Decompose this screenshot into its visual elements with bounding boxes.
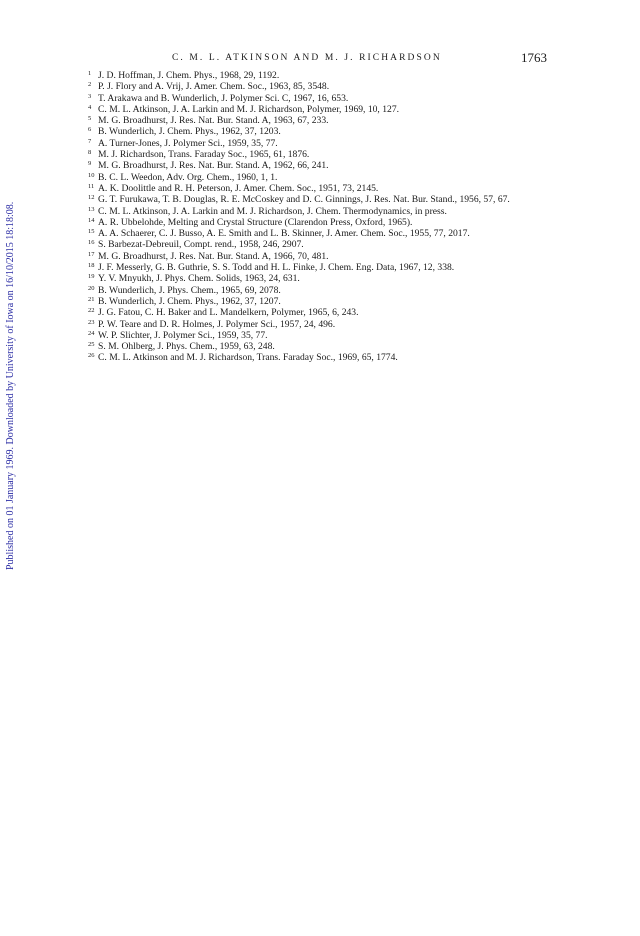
reference-text: S. M. Ohlberg, J. Phys. Chem., 1959, 63, 248. [98,341,275,353]
reference-number: 24 [88,329,95,337]
reference-item [88,93,558,104]
reference-number: 5 [88,115,92,123]
running-head: C. M. L. ATKINSON AND M. J. RICHARDSON [172,53,442,63]
reference-item [88,228,558,239]
reference-item [88,70,558,81]
reference-text: B. Wunderlich, J. Chem. Phys., 1962, 37, 1207. [98,295,281,307]
reference-text: G. T. Furukawa, T. B. Douglas, R. E. McCoskey and D. C. Ginnings, J. Res. Nat. Bur. Stand., 1956, 57, 67. [98,194,510,206]
reference-number: 22 [88,307,95,315]
reference-text: B. C. L. Weedon, Adv. Org. Chem., 1960, 1, 1. [98,171,278,183]
reference-text: J. D. Hoffman, J. Chem. Phys., 1968, 29, 1192. [98,70,280,81]
reference-number: 13 [88,205,95,213]
reference-text: S. Barbezat-Debreuil, Compt. rend., 1958, 246, 2907. [98,239,304,251]
reference-item [88,319,558,330]
reference-item [88,341,558,352]
reference-text: C. M. L. Atkinson, J. A. Larkin and M. J. Richardson, J. Chem. Thermodynamics, in press. [98,205,447,217]
reference-item [88,285,558,296]
reference-item [88,104,558,115]
reference-text: Y. V. Mnyukh, J. Phys. Chem. Solids, 1963, 24, 631. [98,273,300,285]
reference-list [88,70,558,364]
reference-item [88,138,558,149]
reference-number: 10 [88,171,95,179]
reference-item [88,149,558,160]
reference-text: B. Wunderlich, J. Phys. Chem., 1965, 69, 2078. [98,284,281,296]
reference-item [88,81,558,92]
reference-number: 4 [88,103,92,111]
reference-number: 8 [88,149,92,157]
page-header [0,50,640,70]
reference-text: P. J. Flory and A. Vrij, J. Amer. Chem. Soc., 1963, 85, 3548. [98,81,330,93]
reference-text: J. F. Messerly, G. B. Guthrie, S. S. Todd and H. L. Finke, J. Chem. Eng. Data, 1967, 12, 338. [98,262,455,274]
reference-item [88,262,558,273]
reference-number: 9 [88,160,92,168]
reference-text: M. G. Broadhurst, J. Res. Nat. Bur. Stand. A, 1962, 66, 241. [98,160,329,172]
reference-text: W. P. Slichter, J. Polymer Sci., 1959, 35, 77. [98,329,268,341]
reference-number: 7 [88,137,92,145]
reference-number: 17 [88,250,95,258]
reference-item [88,239,558,250]
reference-item [88,126,558,137]
reference-item [88,217,558,228]
reference-item [88,251,558,262]
reference-number: 6 [88,126,92,134]
reference-text: M. J. Richardson, Trans. Faraday Soc., 1965, 61, 1876. [98,149,310,161]
reference-item [88,194,558,205]
reference-text: A. Turner-Jones, J. Polymer Sci., 1959, 35, 77. [98,137,278,149]
reference-item [88,273,558,284]
reference-number: 20 [88,284,95,292]
reference-number: 14 [88,216,95,224]
reference-text: C. M. L. Atkinson, J. A. Larkin and M. J. Richardson, Polymer, 1969, 10, 127. [98,103,400,115]
reference-item [88,352,558,363]
reference-number: 1 [88,70,92,77]
reference-item [88,296,558,307]
reference-text: A. K. Doolittle and R. H. Peterson, J. Amer. Chem. Soc., 1951, 73, 2145. [98,182,379,194]
reference-text: A. R. Ubbelohde, Melting and Crystal Structure (Clarendon Press, Oxford, 1965). [98,216,413,228]
reference-number: 26 [88,352,95,360]
page-number: 1763 [521,50,547,65]
reference-text: A. A. Schaerer, C. J. Busso, A. E. Smith and L. B. Skinner, J. Amer. Chem. Soc., 1955, 77, 2017. [98,228,470,240]
reference-number: 12 [88,194,95,202]
reference-item [88,330,558,341]
reference-item [88,172,558,183]
reference-item [88,206,558,217]
reference-text: P. W. Teare and D. R. Holmes, J. Polymer Sci., 1957, 24, 496. [98,318,336,330]
reference-item [88,115,558,126]
reference-number: 23 [88,318,95,326]
reference-number: 25 [88,341,95,349]
reference-number: 18 [88,262,95,270]
reference-text: B. Wunderlich, J. Chem. Phys., 1962, 37, 1203. [98,126,281,138]
reference-text: T. Arakawa and B. Wunderlich, J. Polymer Sci. C, 1967, 16, 653. [98,92,349,104]
reference-item [88,183,558,194]
reference-text: M. G. Broadhurst, J. Res. Nat. Bur. Stand. A, 1966, 70, 481. [98,250,329,262]
reference-number: 15 [88,228,95,236]
reference-number: 21 [88,295,95,303]
reference-text: J. G. Fatou, C. H. Baker and L. Mandelkern, Polymer, 1965, 6, 243. [98,307,359,319]
reference-number: 3 [88,92,92,100]
reference-item [88,160,558,171]
download-watermark: Published on 01 January 1969. Downloaded by University of Iowa on 16/10/2015 18:18:08. [5,201,16,570]
reference-item [88,307,558,318]
reference-text: C. M. L. Atkinson and M. J. Richardson, Trans. Faraday Soc., 1969, 65, 1774. [98,352,398,364]
reference-number: 11 [88,182,95,190]
reference-number: 19 [88,273,95,281]
reference-text: M. G. Broadhurst, J. Res. Nat. Bur. Stand. A, 1963, 67, 233. [98,115,329,127]
reference-number: 2 [88,81,92,89]
reference-number: 16 [88,239,95,247]
